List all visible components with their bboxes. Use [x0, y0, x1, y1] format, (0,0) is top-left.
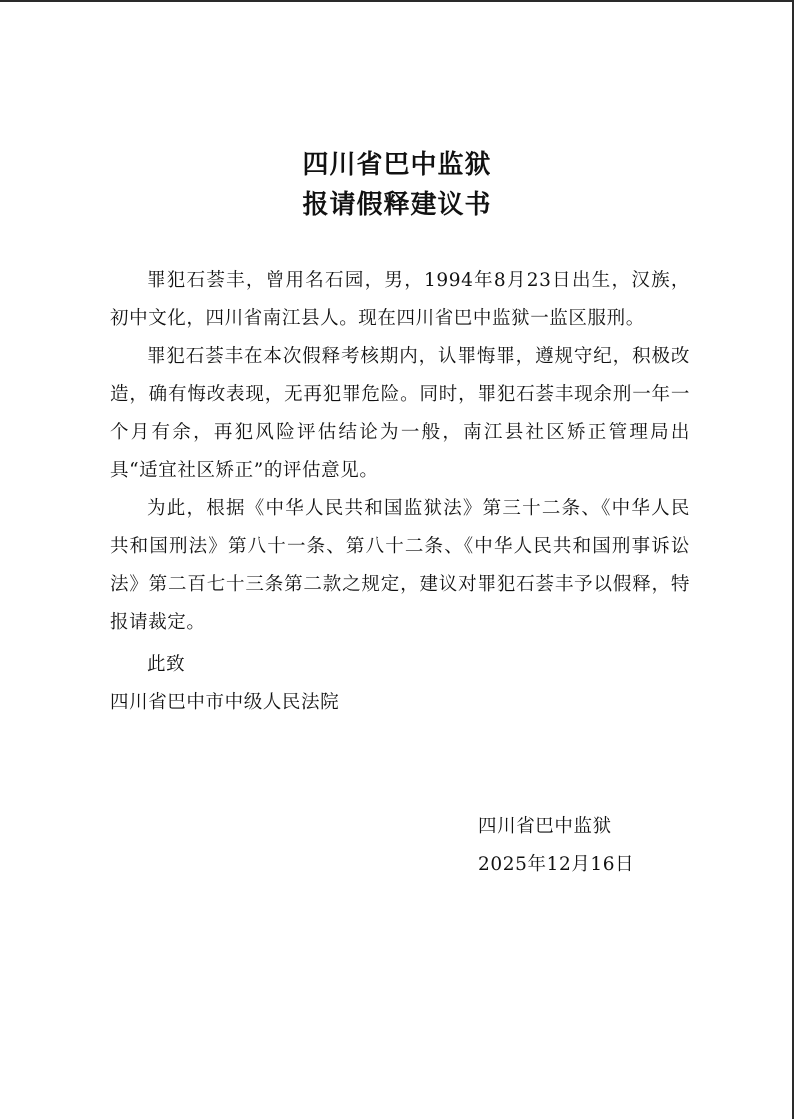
addressee: 四川省巴中市中级人民法院 — [110, 692, 340, 713]
scan-edge-top — [0, 0, 794, 2]
paragraph-assessment: 罪犯石荟丰在本次假释考核期内，认罪悔罪，遵规守纪，积极改造，确有悔改表现，无再犯罪危险。同时，罪犯石荟丰现余刑一年一个月有余，再犯风险评估结论为一般，南江县社区矫正管理局出具“适宜社区矫正”的评估意见。 — [110, 346, 690, 481]
document-title-line2: 报请假释建议书 — [302, 190, 492, 220]
salutation: 此致 — [147, 654, 186, 675]
paragraph-legal-basis: 为此，根据《中华人民共和国监狱法》第三十二条、《中华人民共和国刑法》第八十一条、第八十二条、《中华人民共和国刑事诉讼法》第二百七十三条第二款之规定，建议对罪犯石荟丰予以假释，特报请裁定。 — [110, 498, 690, 633]
signature-organization: 四川省巴中监狱 — [478, 816, 612, 837]
signature-date: 2025年12月16日 — [478, 854, 635, 875]
paragraph-offender-info: 罪犯石荟丰，曾用名石园，男，1994年8月23日出生，汉族，初中文化，四川省南江县人。现在四川省巴中监狱一监区服刑。 — [110, 270, 690, 329]
document-title-line1: 四川省巴中监狱 — [302, 150, 492, 180]
